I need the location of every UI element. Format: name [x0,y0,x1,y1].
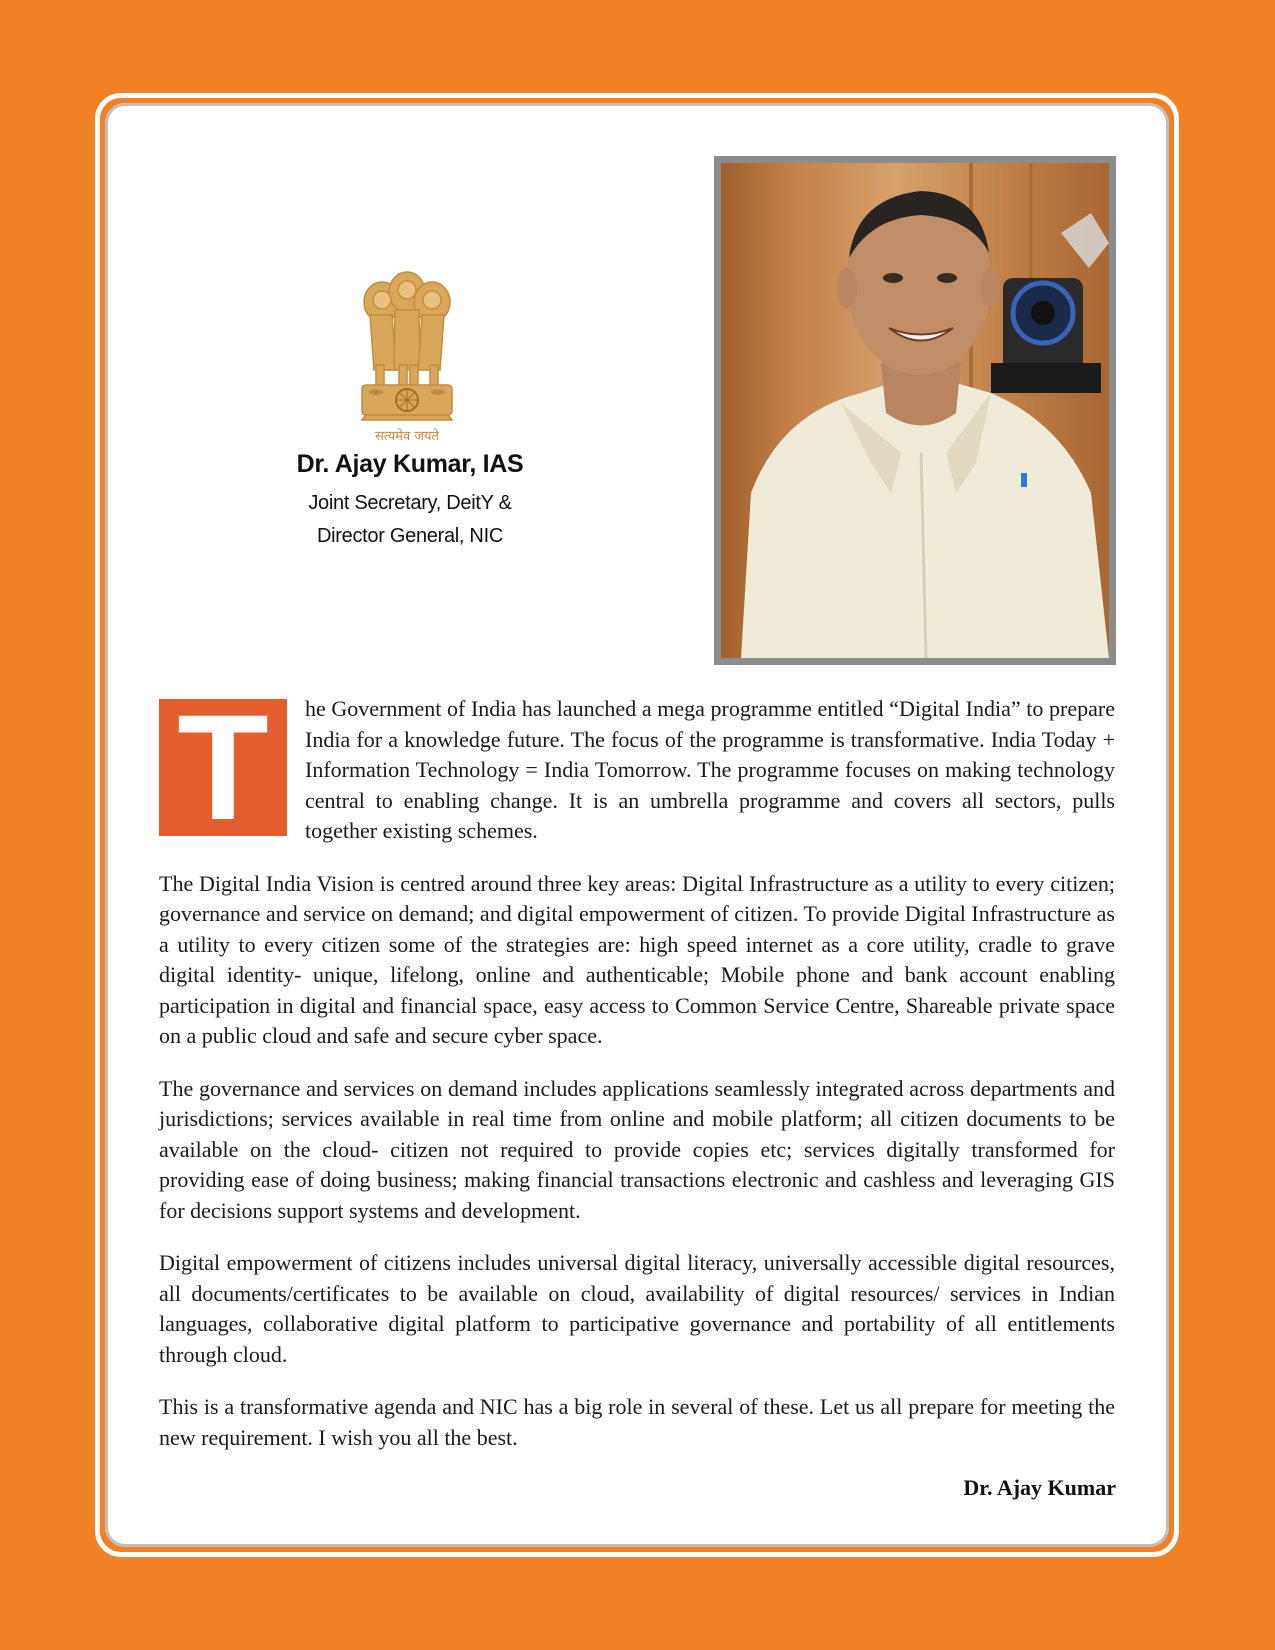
signature: Dr. Ajay Kumar [963,1475,1116,1500]
portrait-photo-frame [714,156,1116,665]
author-role-line1: Joint Secretary, DeitY & [308,492,512,514]
drop-cap: T [159,699,287,836]
svg-text:सत्यमेव जयते: सत्यमेव जयते [375,429,439,444]
national-emblem-icon [352,270,462,445]
author-info [250,450,570,553]
author-role-line2: Director General, NIC [317,525,503,547]
paragraph-5: This is a transformative agenda and NIC has a big role in several of these. Let us all prepare for meeting the new requirement. I wish you all the best. [159,1394,1115,1450]
paragraph-3: The governance and services on demand includes applications seamlessly integrated across departments and jurisdictions; services available in real time from online and mobile platform; all citizen documents to be available on the cloud- citizen not required to provide copies etc; services digitally transformed for providing ease of doing business; making financial transactions electronic and cashless and leveraging GIS for decisions support systems and development. [159,1075,1115,1223]
paragraph-2: The Digital India Vision is centred around three key areas: Digital Infrastructure as a utility to every citizen; governance and service on demand; and digital empowerment of citizen. To provide Digital Infrastructure as a utility to every citizen some of the strategies are: high speed internet as a core utility, cradle to grave digital identity- unique, lifelong, online and authenticable; Mobile phone and bank account enabling participation in digital and financial space, easy access to Common Service Centre, Shareable private space on a public cloud and safe and secure cyber space. [159,870,1115,1048]
paragraph-1: he Government of India has launched a mega programme entitled “Digital India” to prepare India for a knowledge future. The focus of the programme is transformative. India Today + Information Technology = India Tomorrow. The programme focuses on making technology central to enabling change. It is an umbrella programme and covers all sectors, pulls together existing schemes. [305,696,1115,843]
intro-paragraph [159,683,1115,851]
article-body [159,683,1115,1475]
author-name: Dr. Ajay Kumar, IAS [296,450,524,478]
paragraph-4: Digital empowerment of citizens includes universal digital literacy, universally accessible digital resources, all documents/certificates to be available on cloud, availability of digital resources/ services in Indian languages, collaborative digital platform to participative governance and portability of all entitlements through cloud. [159,1250,1115,1367]
portrait-photo [721,163,1109,658]
